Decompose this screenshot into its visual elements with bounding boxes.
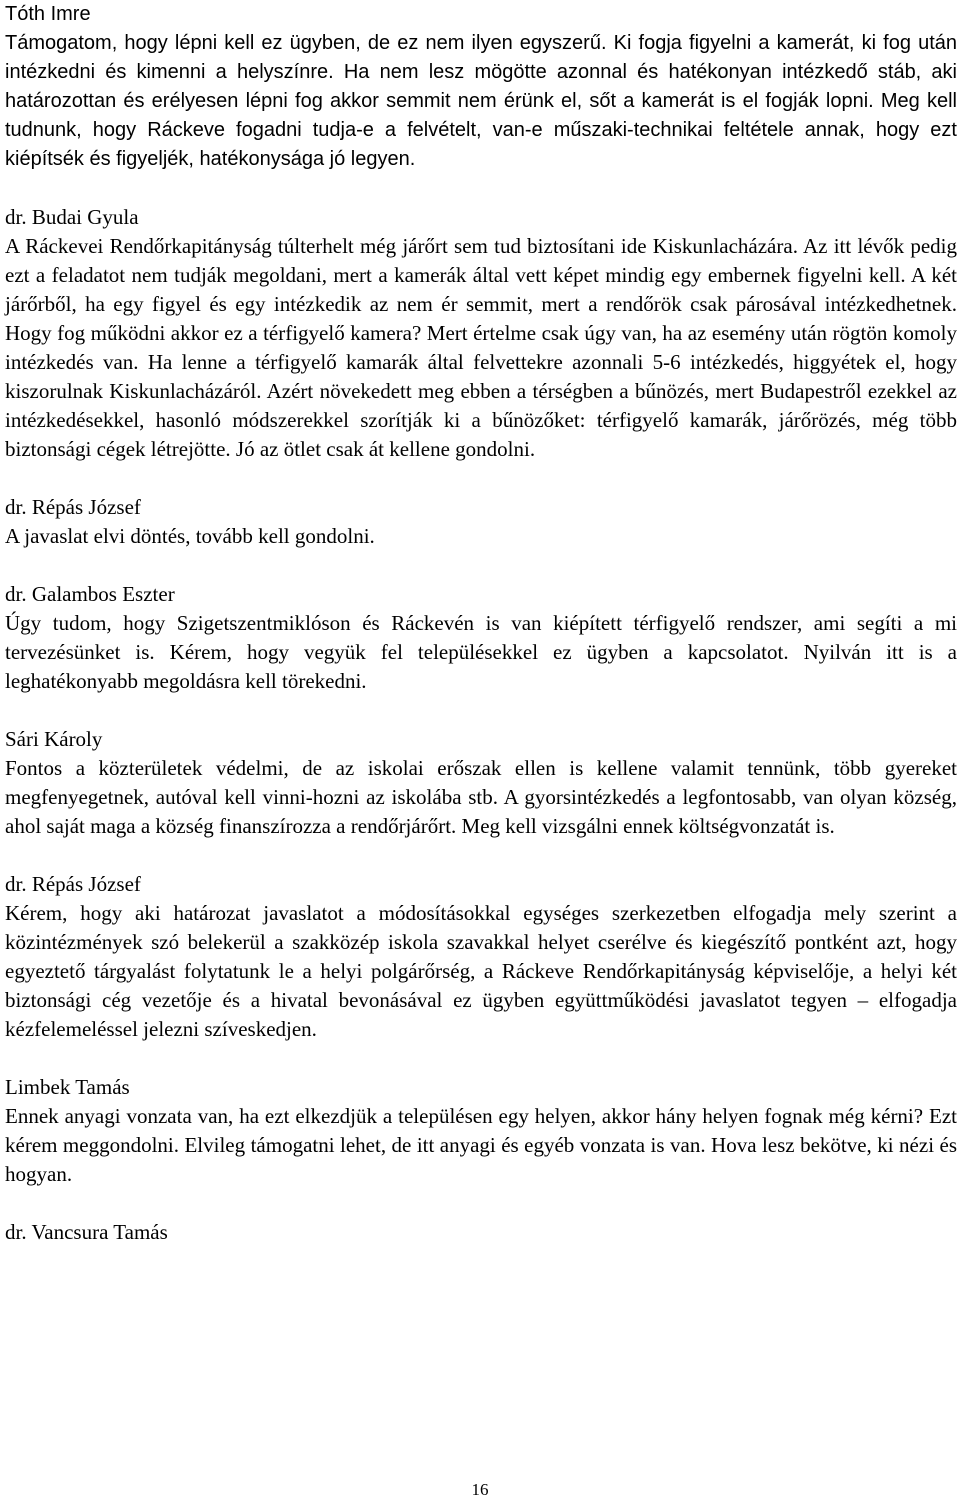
- speech-text: Ennek anyagi vonzata van, ha ezt elkezdjük a településen egy helyen, akkor hány helyen fognak még kérni? Ezt kérem meggondolni. Elvileg támogatni lehet, de itt anyagi és egyéb vonzata is van. Hova lesz bekötve, ki nézi és hogyan.: [5, 1104, 957, 1186]
- speech-section: [5, 203, 957, 464]
- page-number: 16: [471, 1480, 489, 1499]
- speech-text: Kérem, hogy aki határozat javaslatot a módosításokkal egységes szerkezetben elfogadja mely szerint a közintézmények szó belekerül a szakközép iskola szavakkal helyet cserélve és kiegészítő pontként azt, hogy egyeztető tárgyalást folytatunk le a helyi polgárőrség, a Ráckeve Rendőrkapitányság képviselője, a helyi két biztonsági cég vezetője és a hivatal bevonásával ez ügyben együttműködési javaslatot tegyen – elfogadja kézfelemeléssel jelezni szíveskedjen.: [5, 901, 957, 1041]
- document-page: [5, 0, 957, 1276]
- speaker-name: Sári Károly: [5, 727, 103, 751]
- speech-text: Támogatom, hogy lépni kell ez ügyben, de ez nem ilyen egyszerű. Ki fogja figyelni a kamerát, ki fog után intézkedni és kimenni a helyszínre. Ha nem lesz mögötte azonnal és hatékonyan intézkedő stáb, aki határozottan és erélyesen lépni fog akkor semmit nem érünk el, sőt a kamerát is el fogják lopni. Meg kell tudnunk, hogy Ráckeve fogadni tudja-e a felvételt, van-e műszaki-technikai feltétele annak, hogy ezt kiépítsék és figyeljék, hatékonysága jó legyen.: [5, 32, 957, 170]
- speech-section: [5, 870, 957, 1044]
- speaker-name: dr. Vancsura Tamás: [5, 1220, 168, 1244]
- speaker-name: dr. Répás József: [5, 495, 141, 519]
- speech-section: [5, 1073, 957, 1189]
- speaker-name: dr. Budai Gyula: [5, 205, 139, 229]
- speech-text: Úgy tudom, hogy Szigetszentmiklóson és Ráckevén is van kiépített térfigyelő rendszer, ami segíti a mi tervezésünket is. Kérem, hogy vegyük fel településekkel ez ügyben a kapcsolatot. Nyilván itt is a leghatékonyabb megoldásra kell törekedni.: [5, 611, 957, 693]
- speaker-name: Limbek Tamás: [5, 1075, 130, 1099]
- speaker-name: dr. Galambos Eszter: [5, 582, 175, 606]
- speaker-name: Tóth Imre: [5, 3, 91, 25]
- speech-text: A Ráckevei Rendőrkapitányság túlterhelt még járőrt sem tud biztosítani ide Kiskunlacházára. Az itt lévők pedig ezt a feladatot nem tudják megoldani, mert a kamerák által vett képet mindig egy embernek figyelni kell. A két járőrből, ha egy figyel és egy intézkedik az nem ér semmit, mert a rendőrök csak párosával intézkedhetnek. Hogy fog működni akkor ez a térfigyelő kamera? Mert értelme csak úgy van, ha az esemény után rögtön komoly intézkedés van. Ha lenne a térfigyelő kamarák által felvettekre azonnali 5-6 intézkedés, higgyétek el, hogy kiszorulnak Kiskunlacházáról. Azért növekedett meg ebben a térségben a bűnözés, mert Budapestről ezekkel az intézkedésekkel, hasonló módszerekkel szorítják ki a bűnözőket: térfigyelő kamarák, járőrözés, még több biztonsági cégek létrejötte. Jó az ötlet csak át kellene gondolni.: [5, 234, 957, 461]
- speech-text: Fontos a közterületek védelmi, de az iskolai erőszak ellen is kellene valamit tennünk, több gyereket megfenyegetnek, autóval kell vinni-hozni az iskolába stb. A gyorsintézkedés a legfontosabb, van olyan község, ahol saját maga a község finanszírozza a rendőrjárőrt. Meg kell vizsgálni ennek költségvonzatát is.: [5, 756, 957, 838]
- speaker-name: dr. Répás József: [5, 872, 141, 896]
- speech-section: [5, 725, 957, 841]
- speech-section: [5, 493, 957, 551]
- speech-section: [5, 580, 957, 696]
- speech-section: [5, 0, 957, 174]
- speech-text: A javaslat elvi döntés, tovább kell gondolni.: [5, 524, 375, 548]
- speech-section: [5, 1218, 957, 1247]
